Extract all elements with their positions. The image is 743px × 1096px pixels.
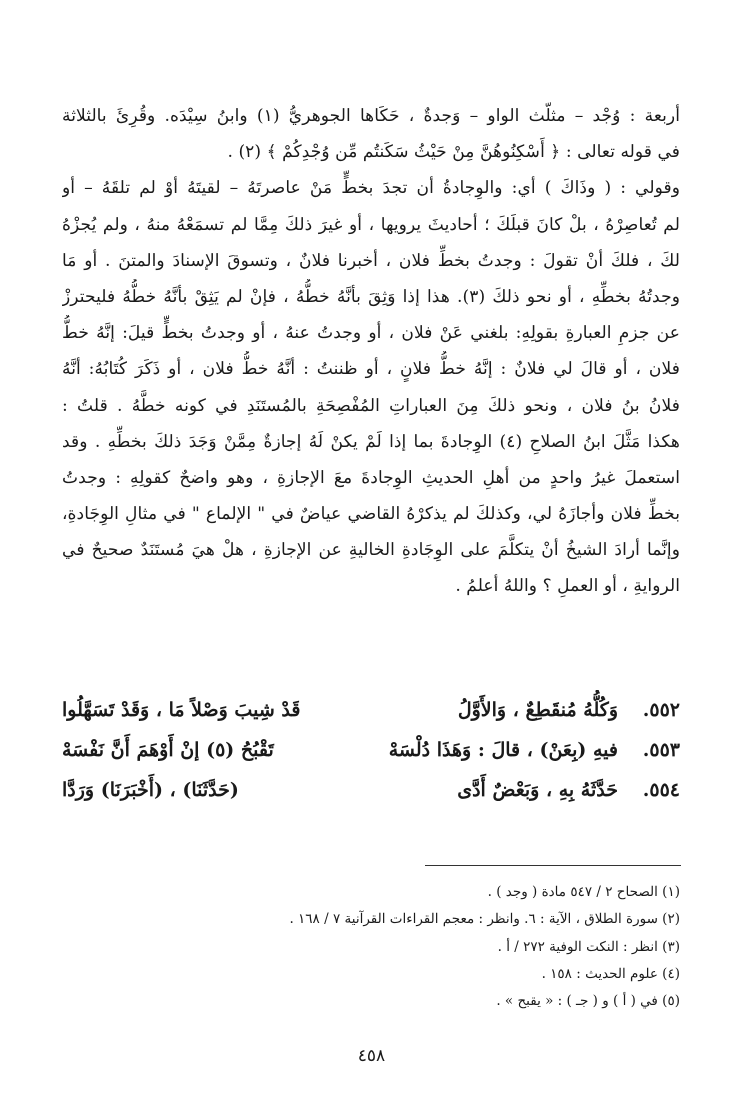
verse-number: ٥٥٤. — [642, 779, 680, 801]
page-number: ٤٥٨ — [357, 1046, 386, 1066]
footnote: (١) الصحاح ٢ / ٥٤٧ مادة ( وجد ) . — [487, 884, 680, 900]
footnote: (٥) في ( أ ) و ( جـ ) : « يقبح » . — [496, 993, 680, 1010]
prose-line: عن جزمِ العبارةِ بقولِهِ: بلغني عَنْ فلان ، أو وجدتُ عنهُ ، أو وجدتُ بخطٍّ قيلَ: إنَّهُ خطُّ — [62, 323, 680, 344]
verse-row — [62, 770, 680, 810]
prose-line: في قوله تعالى : ﴿ أَسْكِنُوهُنَّ مِنْ حَيْثُ سَكَنتُم مِّن وُجْدِكُمْ ﴾ (٢) . — [227, 142, 680, 163]
prose-line: هكذا مَثَّلَ ابنُ الصلاحِ (٤) الوِجادةَ بما إذا لَمْ يكنْ لَهُ إجازةٌ مِمَّنْ وَجَدَ ذلكَ بخطِّهِ . وقد — [62, 431, 680, 452]
verse-first-hemistich: وَكُلُّهُ مُنقَطِعٌ ، وَالأَوَّلُ — [457, 699, 618, 721]
verse-block — [62, 690, 680, 810]
prose-line: لكَ ، فلكَ أنْ تقولَ : وجدتُ بخطِّ فلان ، أخبرنا فلانٌ ، وتسوقَ الإسنادَ والمتنَ . أو مَا — [62, 250, 680, 271]
prose-line: وقولي : ( وذَاكَ ) أي: والوِجادةُ أن تجدَ بخطٍّ مَنْ عاصرتَهُ – لقيتَهُ أوْ لم تلقَهُ – أو — [62, 178, 680, 199]
prose-line: أربعة : وُجْد – مثلّث الواو – وَجدةٌ ، حَكَاها الجوهريُّ (١) وابنُ سِيْدَه. وقُرِئَ بالثلاثة — [62, 106, 680, 126]
prose-line: استعملَ غيرُ واحدٍ من أهلِ الحديثِ الوِجادةَ معَ الإجازةِ ، وهو واضحٌ كقولِهِ : وجدتُ — [62, 467, 680, 488]
commentary-body — [62, 98, 680, 605]
footnote: (٤) علوم الحديث : ١٥٨ . — [541, 965, 680, 982]
verse-second-hemistich: قَدْ شِيبَ وَصْلاً مَا ، وَقَدْ تَسَهَّلُوا — [62, 699, 301, 721]
footnote: (٢) سورة الطلاق ، الآية : ٦. وانظر : معجم القراءات القرآنية ٧ / ١٦٨ . — [289, 911, 680, 928]
verse-row — [62, 730, 680, 770]
verse-first-hemistich: حَدَّثَهُ بِهِ ، وَبَعْضٌ أَدَّى — [457, 779, 618, 801]
verse-number: ٥٥٣. — [642, 739, 680, 761]
verse-first-hemistich: فيهِ (بِعَنْ) ، قالَ : وَهَذَا دُلْسَهْ — [388, 739, 618, 761]
footnotes — [200, 879, 680, 1015]
prose-line: فلان ، أو قالَ لي فلانٌ : إنَّهُ خطُّ فلانٍ ، أو ظننتُ : أنَّهُ خطُّ فلان ، أو ذَكَرَ كُتَابُهُ: أنَّهُ — [62, 359, 680, 380]
prose-line: فلانُ بنُ فلان ، ونحو ذلكَ مِنَ العباراتِ المُفْصِحَةِ بالمُستَنَدِ في كونه خطَّهُ . قلتُ : — [62, 395, 680, 416]
verse-row — [62, 690, 680, 730]
prose-line: وإنَّما أرادَ الشيخُ أنْ يتكلَّمَ على الوِجَادةِ الخاليةِ عن الإجازةِ ، هلْ هيَ مُستَنَدٌ صحيحٌ في — [62, 540, 680, 561]
prose-line: الروايةِ ، أو العملِ ؟ واللهُ أعلمُ . — [455, 576, 680, 597]
verse-second-hemistich: تَقْبُحُ (٥) إنْ أَوْهَمَ أَنَّ نَفْسَهْ — [62, 739, 274, 761]
footnote: (٣) انظر : النكت الوفية ٢٧٢ / أ . — [497, 938, 680, 955]
prose-line: لم تُعاصِرْهُ ، بلْ كانَ قبلَكَ ؛ أحاديثَ يرويها ، أو غيرَ ذلكَ مِمَّا لم تسمَعْهُ منهُ ، ولم يُجزْهُ — [62, 214, 680, 235]
footnote-divider — [425, 865, 681, 866]
verse-number: ٥٥٢. — [642, 699, 680, 721]
verse-second-hemistich: (حَدَّثَنَا) ، (أَخْبَرَنَا) وَرَدَّا — [62, 779, 239, 801]
prose-line: وجدتُهُ بخطِّهِ ، أو نحو ذلكَ (٣). هذا إذا وَثِقَ بأنَّهُ خطُّهُ ، فإنْ لم يَثِقْ بأنَّهُ خطُّهُ فليحترزْ — [62, 286, 680, 307]
prose-line: بخطِّ فلان وأجازَهُ لي، وكذلكَ لم يذكرْهُ القاضي عياضٌ في " الإلماع " في مثالِ الوِجَادةِ، — [62, 504, 680, 525]
